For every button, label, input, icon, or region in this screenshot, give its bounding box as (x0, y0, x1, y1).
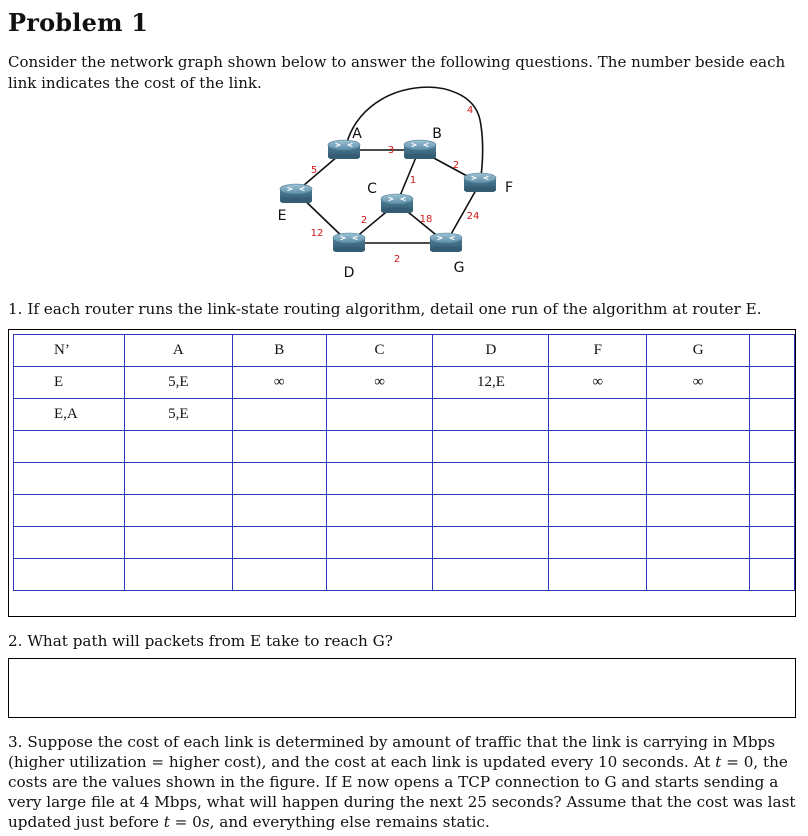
node-label-b: B (432, 126, 442, 142)
table-cell[interactable] (750, 431, 795, 463)
table-cell[interactable] (647, 431, 750, 463)
table-cell[interactable] (647, 559, 750, 591)
problem-intro: Consider the network graph shown below to answer the following questions. The number beside each link indicates the cost of the link. (8, 53, 786, 92)
table-cell[interactable] (232, 463, 326, 495)
table-cell[interactable] (433, 399, 549, 431)
cost-c-d: 2 (360, 215, 368, 226)
table-cell[interactable] (549, 527, 647, 559)
table-cell[interactable] (750, 527, 795, 559)
table-cell[interactable] (232, 527, 326, 559)
table-cell[interactable] (326, 527, 433, 559)
table-row (14, 495, 795, 527)
table-header-cell: F (549, 335, 647, 367)
table-row (14, 367, 795, 399)
node-label-g: G (453, 260, 465, 276)
table-cell[interactable] (14, 495, 125, 527)
table-cell[interactable]: ∞ (549, 367, 647, 399)
table-cell[interactable] (124, 431, 232, 463)
cost-f-g: 24 (466, 211, 480, 222)
node-label-d: D (343, 265, 355, 281)
cost-d-g: 2 (393, 254, 401, 265)
table-header-row (14, 335, 795, 367)
q3-text-part2: = 0, the costs are the values shown in the figure. If E now opens a TCP connection to G and starts sending a very large file at 4 Mbps, what will happen during the next 25 seconds? Assume that the cost was last updated just before (8, 753, 796, 831)
cost-e-d: 12 (310, 228, 324, 239)
table-header-cell: C (326, 335, 433, 367)
node-label-f: F (504, 180, 514, 196)
table-row (14, 559, 795, 591)
q3-text-part1: 3. Suppose the cost of each link is determined by amount of traffic that the link is carrying in Mbps (higher utilization = higher cost), and the cost at each link is updated every 10 seconds. At (8, 733, 776, 771)
question-2: 2. What path will packets from E take to reach G? (8, 632, 393, 650)
table-cell[interactable] (232, 495, 326, 527)
table-cell[interactable] (647, 527, 750, 559)
answer-box-q2[interactable] (8, 658, 796, 718)
problem-title: Problem 1 (8, 8, 149, 37)
table-cell[interactable] (14, 559, 125, 591)
table-cell[interactable] (549, 431, 647, 463)
table-cell[interactable] (326, 431, 433, 463)
cost-a-f: 4 (466, 105, 474, 116)
table-header-cell: B (232, 335, 326, 367)
cost-b-c: 1 (409, 175, 417, 186)
table-header-cell: A (124, 335, 232, 367)
table-header-cell (750, 335, 795, 367)
cost-c-g: 18 (419, 214, 433, 225)
node-label-e: E (277, 208, 287, 224)
table-cell[interactable] (14, 527, 125, 559)
table-row (14, 463, 795, 495)
table-row (14, 399, 795, 431)
table-cell[interactable] (232, 431, 326, 463)
cost-b-f: 2 (452, 160, 460, 171)
table-cell[interactable]: E,A (14, 399, 125, 431)
table-cell[interactable] (549, 495, 647, 527)
table-cell[interactable] (647, 463, 750, 495)
table-cell[interactable]: ∞ (232, 367, 326, 399)
answer-table-box (8, 329, 796, 617)
table-header-cell: D (433, 335, 549, 367)
table-cell[interactable]: 5,E (124, 367, 232, 399)
link-a-f (345, 87, 483, 183)
table-cell[interactable] (326, 399, 433, 431)
question-3 (8, 732, 798, 832)
q3-unit-s: s (201, 813, 210, 831)
table-cell[interactable] (750, 367, 795, 399)
table-header-cell: N’ (14, 335, 125, 367)
table-cell[interactable] (433, 559, 549, 591)
table-cell[interactable] (647, 399, 750, 431)
link-state-table (13, 334, 795, 591)
table-cell[interactable] (647, 495, 750, 527)
table-cell[interactable] (124, 463, 232, 495)
table-cell[interactable] (750, 399, 795, 431)
node-label-a: A (352, 126, 362, 142)
cost-a-b: 3 (387, 145, 395, 156)
node-label-c: C (367, 181, 377, 197)
table-cell[interactable] (433, 431, 549, 463)
table-cell[interactable] (124, 495, 232, 527)
network-graph (0, 0, 808, 300)
q3-var-t: t (715, 753, 722, 771)
table-cell[interactable] (232, 399, 326, 431)
table-cell[interactable] (326, 559, 433, 591)
table-cell[interactable] (14, 463, 125, 495)
table-cell[interactable] (232, 559, 326, 591)
table-cell[interactable] (433, 527, 549, 559)
table-cell[interactable] (124, 527, 232, 559)
cost-e-a: 5 (310, 165, 318, 176)
q3-text-part3: = 0 (169, 813, 202, 831)
table-cell[interactable]: ∞ (647, 367, 750, 399)
table-cell[interactable] (549, 399, 647, 431)
table-cell[interactable]: 5,E (124, 399, 232, 431)
table-cell[interactable]: 12,E (433, 367, 549, 399)
table-cell[interactable] (326, 495, 433, 527)
question-1: 1. If each router runs the link-state routing algorithm, detail one run of the algorithm at router E. (8, 300, 762, 318)
table-cell[interactable] (549, 559, 647, 591)
table-cell[interactable] (124, 559, 232, 591)
table-cell[interactable]: E (14, 367, 125, 399)
table-row (14, 431, 795, 463)
table-cell[interactable] (549, 463, 647, 495)
table-cell[interactable] (750, 559, 795, 591)
table-header-cell: G (647, 335, 750, 367)
table-cell[interactable] (14, 431, 125, 463)
table-row (14, 527, 795, 559)
table-cell[interactable] (750, 463, 795, 495)
q3-text-part4: , and everything else remains static. (209, 813, 490, 831)
table-cell[interactable] (750, 495, 795, 527)
table-cell[interactable] (433, 495, 549, 527)
table-cell[interactable]: ∞ (326, 367, 433, 399)
q3-var-t2: t (163, 813, 170, 831)
table-cell[interactable] (326, 463, 433, 495)
table-cell[interactable] (433, 463, 549, 495)
